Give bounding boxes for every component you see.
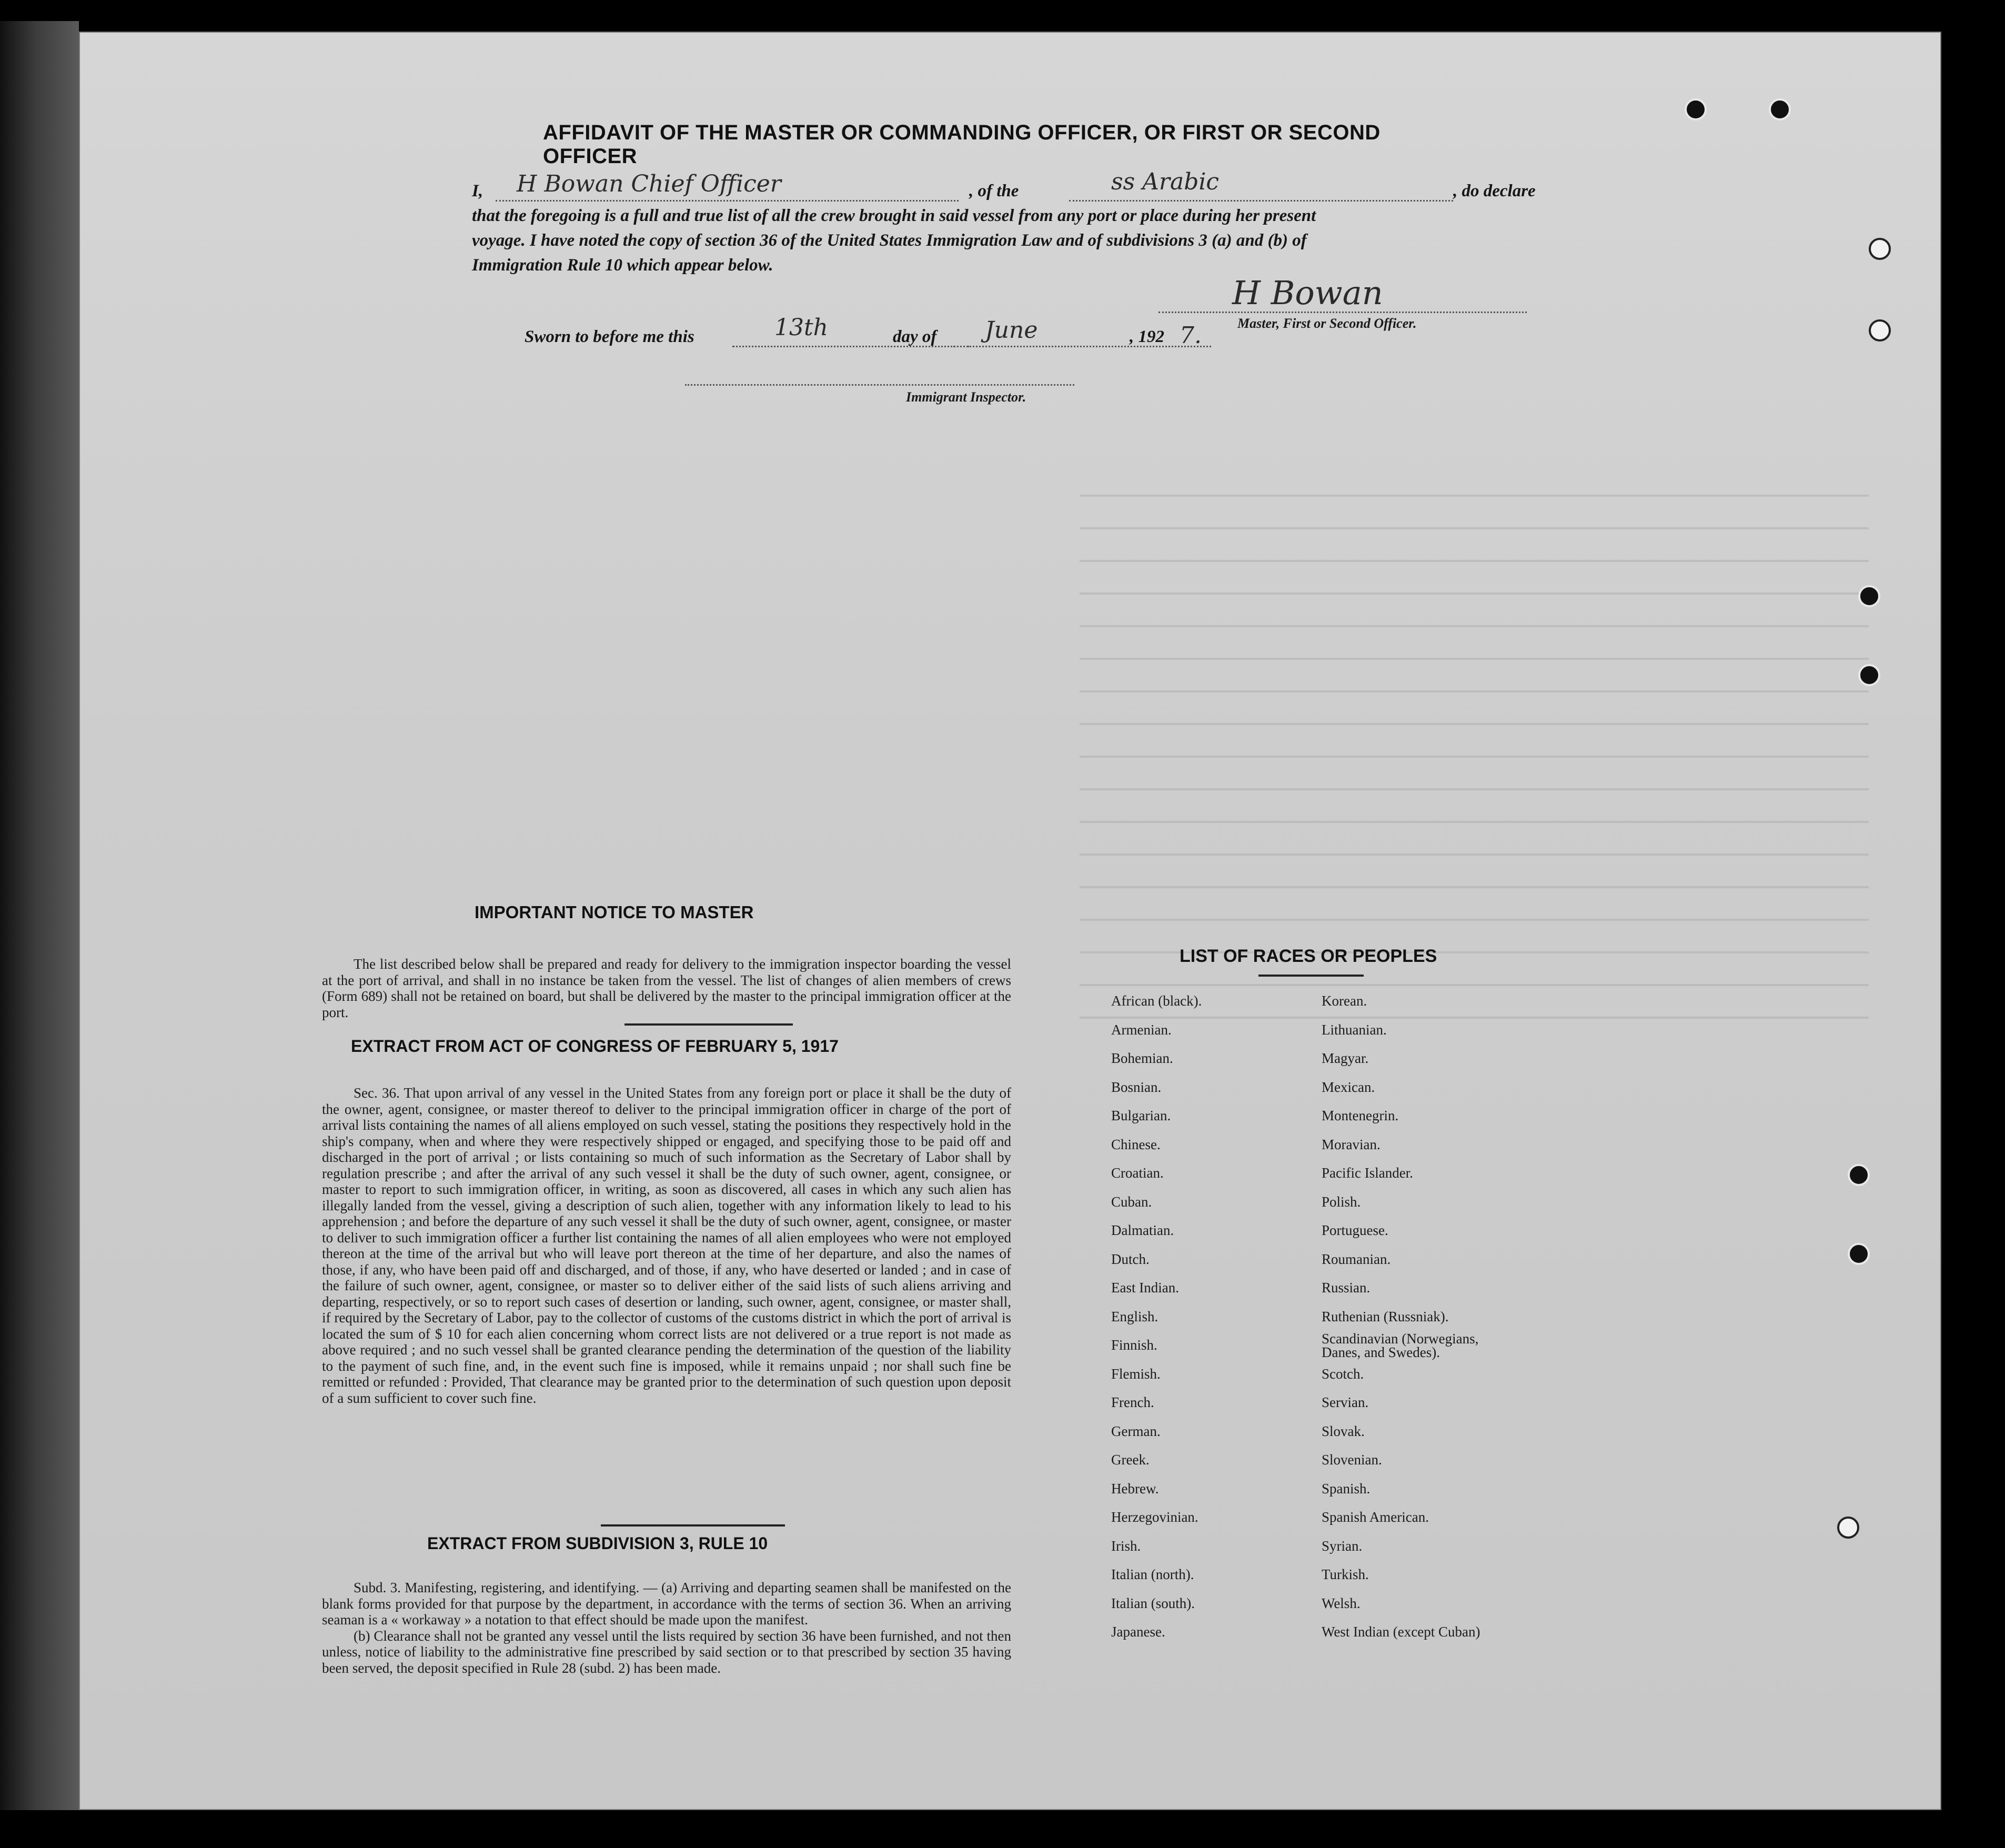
page-edge-shadow [0, 21, 79, 1810]
binder-hole-icon [1848, 1164, 1870, 1186]
binder-hole-icon [1858, 664, 1880, 686]
race-item: Ruthenian (Russniak). [1322, 1309, 1449, 1324]
race-item: Slovak. [1322, 1423, 1365, 1439]
race-item: Herzegovinian. [1111, 1509, 1198, 1525]
sworn-month-line [953, 346, 1211, 347]
notice-title: IMPORTANT NOTICE TO MASTER [475, 902, 754, 922]
race-item: Dalmatian. [1111, 1222, 1174, 1238]
race-item: Armenian. [1111, 1022, 1172, 1038]
binder-hole-icon [1858, 585, 1880, 607]
extract-act-paragraph: Sec. 36. That upon arrival of any vessel in the United States from any foreign port or place it shall be the duty of the owner, agent, consignee, or master thereof to deliver to the principal immigration officer in charge of the port of arrival lists containing the names of all aliens employed on such vessel, stating the positions they respectively hold in the ship's company, when and where they were respectively shipped or engaged, and specifying those to be paid off and discharged in the port of arrival ; or lists containing so much of such information as the Secretary of Labor shall by regulation prescribe ; and after the arrival of any such vessel it shall be the duty of such owner, agent, consignee, or master to report to such immigration officer, in writing, as soon as discovered, all cases in which any such alien has illegally landed from the vessel, giving a description of such alien, together with any information likely to lead to his apprehension ; and before the departure of any such vessel it shall be the duty of such owner, agent, consignee, or master to deliver to such immigration officer a further list containing the names of all alien employees who were not employed thereon at the time of the arrival but who will leave port thereon at the time of her departure, and also the names of those, if any, who have been paid off and discharged, and of those, if any, who have deserted or landed ; and in case of the failure of such owner, agent, consignee, or master so to deliver either of the said lists of such aliens arriving and departing, respectively, or so to report such cases of desertion or landing, such owner, agent, consignee, or master shall, if required by the Secretary of Labor, pay to the collector of customs of the customs district in which the port of arrival is located the sum of $ 10 for each alien concerning whom correct lists are not delivered or a true report is not made as above required ; and no such vessel shall be granted clearance pending the determination of the question of the liability to the payment of such fine, and, in the event such fine is imposed, while it remains unpaid ; nor shall such fine be remitted or refunded : Provided, That clearance may be granted prior to the determination of such question upon deposit of a sum sufficient to cover such fine. [322, 1085, 1011, 1406]
race-item: Servian. [1322, 1394, 1369, 1410]
extract-rule-paragraph-a: Subd. 3. Manifesting, registering, and identifying. — (a) Arriving and departing seamen shall be manifested on the blank forms provided for that purpose by the department, in accordance with the terms of section 36. When an arriving seaman is a « workaway » a notation to that effect should be made upon the manifest. [322, 1580, 1011, 1628]
signature-caption: Master, First or Second Officer. [1237, 316, 1417, 331]
race-item: Welsh. [1322, 1595, 1361, 1611]
race-item: Hebrew. [1111, 1481, 1159, 1497]
race-item: East Indian. [1111, 1280, 1179, 1295]
officer-name-line [496, 200, 959, 202]
year-digit-handwritten: 7. [1180, 322, 1202, 349]
document-page [79, 32, 1941, 1810]
vessel-handwritten: ss Arabic [1111, 168, 1220, 195]
race-item: Croatian. [1111, 1165, 1164, 1181]
race-item: Montenegrin. [1322, 1108, 1399, 1123]
race-item: Scandinavian (Norwegians, Danes, and Swedes). [1322, 1331, 1479, 1360]
race-item: French. [1111, 1394, 1154, 1410]
inspector-line [685, 384, 1074, 386]
race-item: German. [1111, 1423, 1161, 1439]
affidavit-line3: voyage. I have noted the copy of section 36 of the United States Immigration Law and of subdivisions 3 (a) and (b) of [472, 231, 1307, 250]
binder-hole-icon [1837, 1516, 1859, 1539]
race-item: Korean. [1322, 993, 1367, 1009]
affidavit-do-declare: , do declare [1453, 182, 1536, 200]
sworn-day-handwritten: 13th [774, 314, 829, 341]
race-item: Italian (south). [1111, 1595, 1195, 1611]
extract-act-divider [601, 1524, 785, 1526]
extract-rule-title: EXTRACT FROM SUBDIVISION 3, RULE 10 [427, 1534, 768, 1553]
race-item: Bulgarian. [1111, 1108, 1171, 1123]
race-item: Bosnian. [1111, 1079, 1162, 1095]
race-item: Japanese. [1111, 1624, 1165, 1640]
race-item: Greek. [1111, 1452, 1150, 1468]
race-item: Spanish. [1322, 1481, 1371, 1497]
races-right-column [1322, 993, 1543, 1677]
races-title: LIST OF RACES OR PEOPLES [1180, 946, 1437, 966]
affidavit-line2: that the foregoing is a full and true list of all the crew brought in said vessel from any port or place during her present [472, 206, 1316, 225]
race-item: Italian (north). [1111, 1566, 1194, 1582]
race-item: Mexican. [1322, 1079, 1375, 1095]
notice-text [322, 956, 1011, 1020]
race-item: Russian. [1322, 1280, 1371, 1295]
extract-act-text [322, 1085, 1011, 1406]
race-item: Irish. [1111, 1538, 1141, 1554]
affidavit-title: AFFIDAVIT OF THE MASTER OR COMMANDING OFFICER, OR FIRST OR SECOND OFFICER [543, 121, 1381, 168]
officer-name-handwritten: H Bowan Chief Officer [517, 170, 781, 197]
sworn-month-handwritten: June [985, 317, 1038, 344]
year-prefix: , 192 [1130, 327, 1164, 346]
race-item: Cuban. [1111, 1194, 1152, 1210]
race-item: Magyar. [1322, 1050, 1369, 1066]
race-item: Turkish. [1322, 1566, 1369, 1582]
race-item: Roumanian. [1322, 1251, 1391, 1267]
race-item: Polish. [1322, 1194, 1361, 1210]
race-item: Pacific Islander. [1322, 1165, 1413, 1181]
extract-act-title: EXTRACT FROM ACT OF CONGRESS OF FEBRUARY 5, 1917 [351, 1037, 839, 1056]
race-item: Syrian. [1322, 1538, 1363, 1554]
signature-line [1158, 312, 1527, 313]
binder-hole-icon [1848, 1243, 1870, 1265]
vessel-line [1069, 200, 1453, 202]
affidavit-line4: Immigration Rule 10 which appear below. [472, 256, 773, 275]
race-item: Slovenian. [1322, 1452, 1382, 1468]
races-left-column [1111, 993, 1322, 1677]
race-item: Flemish. [1111, 1366, 1161, 1382]
race-item: Bohemian. [1111, 1050, 1173, 1066]
race-item: Finnish. [1111, 1337, 1157, 1353]
signature-handwritten: H Bowan [1232, 274, 1383, 312]
race-item: Moravian. [1322, 1137, 1381, 1152]
inspector-caption: Immigrant Inspector. [906, 389, 1026, 405]
binder-hole-icon [1685, 98, 1707, 120]
binder-hole-icon [1769, 98, 1791, 120]
extract-rule-text [322, 1580, 1011, 1676]
race-item: Scotch. [1322, 1366, 1364, 1382]
binder-hole-icon [1869, 319, 1891, 342]
binder-hole-icon [1869, 238, 1891, 260]
race-item: English. [1111, 1309, 1158, 1324]
notice-divider [624, 1023, 793, 1026]
race-item: African (black). [1111, 993, 1202, 1009]
race-item: West Indian (except Cuban) [1322, 1624, 1480, 1640]
race-item: Dutch. [1111, 1251, 1150, 1267]
sworn-label: Sworn to before me this [525, 327, 694, 346]
extract-rule-paragraph-b: (b) Clearance shall not be granted any vessel until the lists required by section 36 have been furnished, and not then unless, notice of liability to the administrative fine prescribed by said section or to that prescribed by section 35 having been served, the deposit specified in Rule 28 (subd. 2) has been made. [322, 1628, 1011, 1676]
races-divider [1258, 975, 1364, 977]
affidavit-line1-prefix: I, [472, 182, 483, 200]
race-item: Portuguese. [1322, 1222, 1388, 1238]
race-item: Lithuanian. [1322, 1022, 1387, 1038]
day-of-label: day of [893, 327, 937, 346]
notice-paragraph: The list described below shall be prepared and ready for delivery to the immigration inspector boarding the vessel at the port of arrival, and shall in no instance be taken from the vessel. The list of changes of alien members of crews (Form 689) shall not be retained on board, but shall be delivered by the master to the principal immigration officer at the port. [322, 956, 1011, 1020]
affidavit-of-the: , of the [969, 182, 1019, 200]
race-item: Spanish American. [1322, 1509, 1429, 1525]
race-item: Chinese. [1111, 1137, 1161, 1152]
